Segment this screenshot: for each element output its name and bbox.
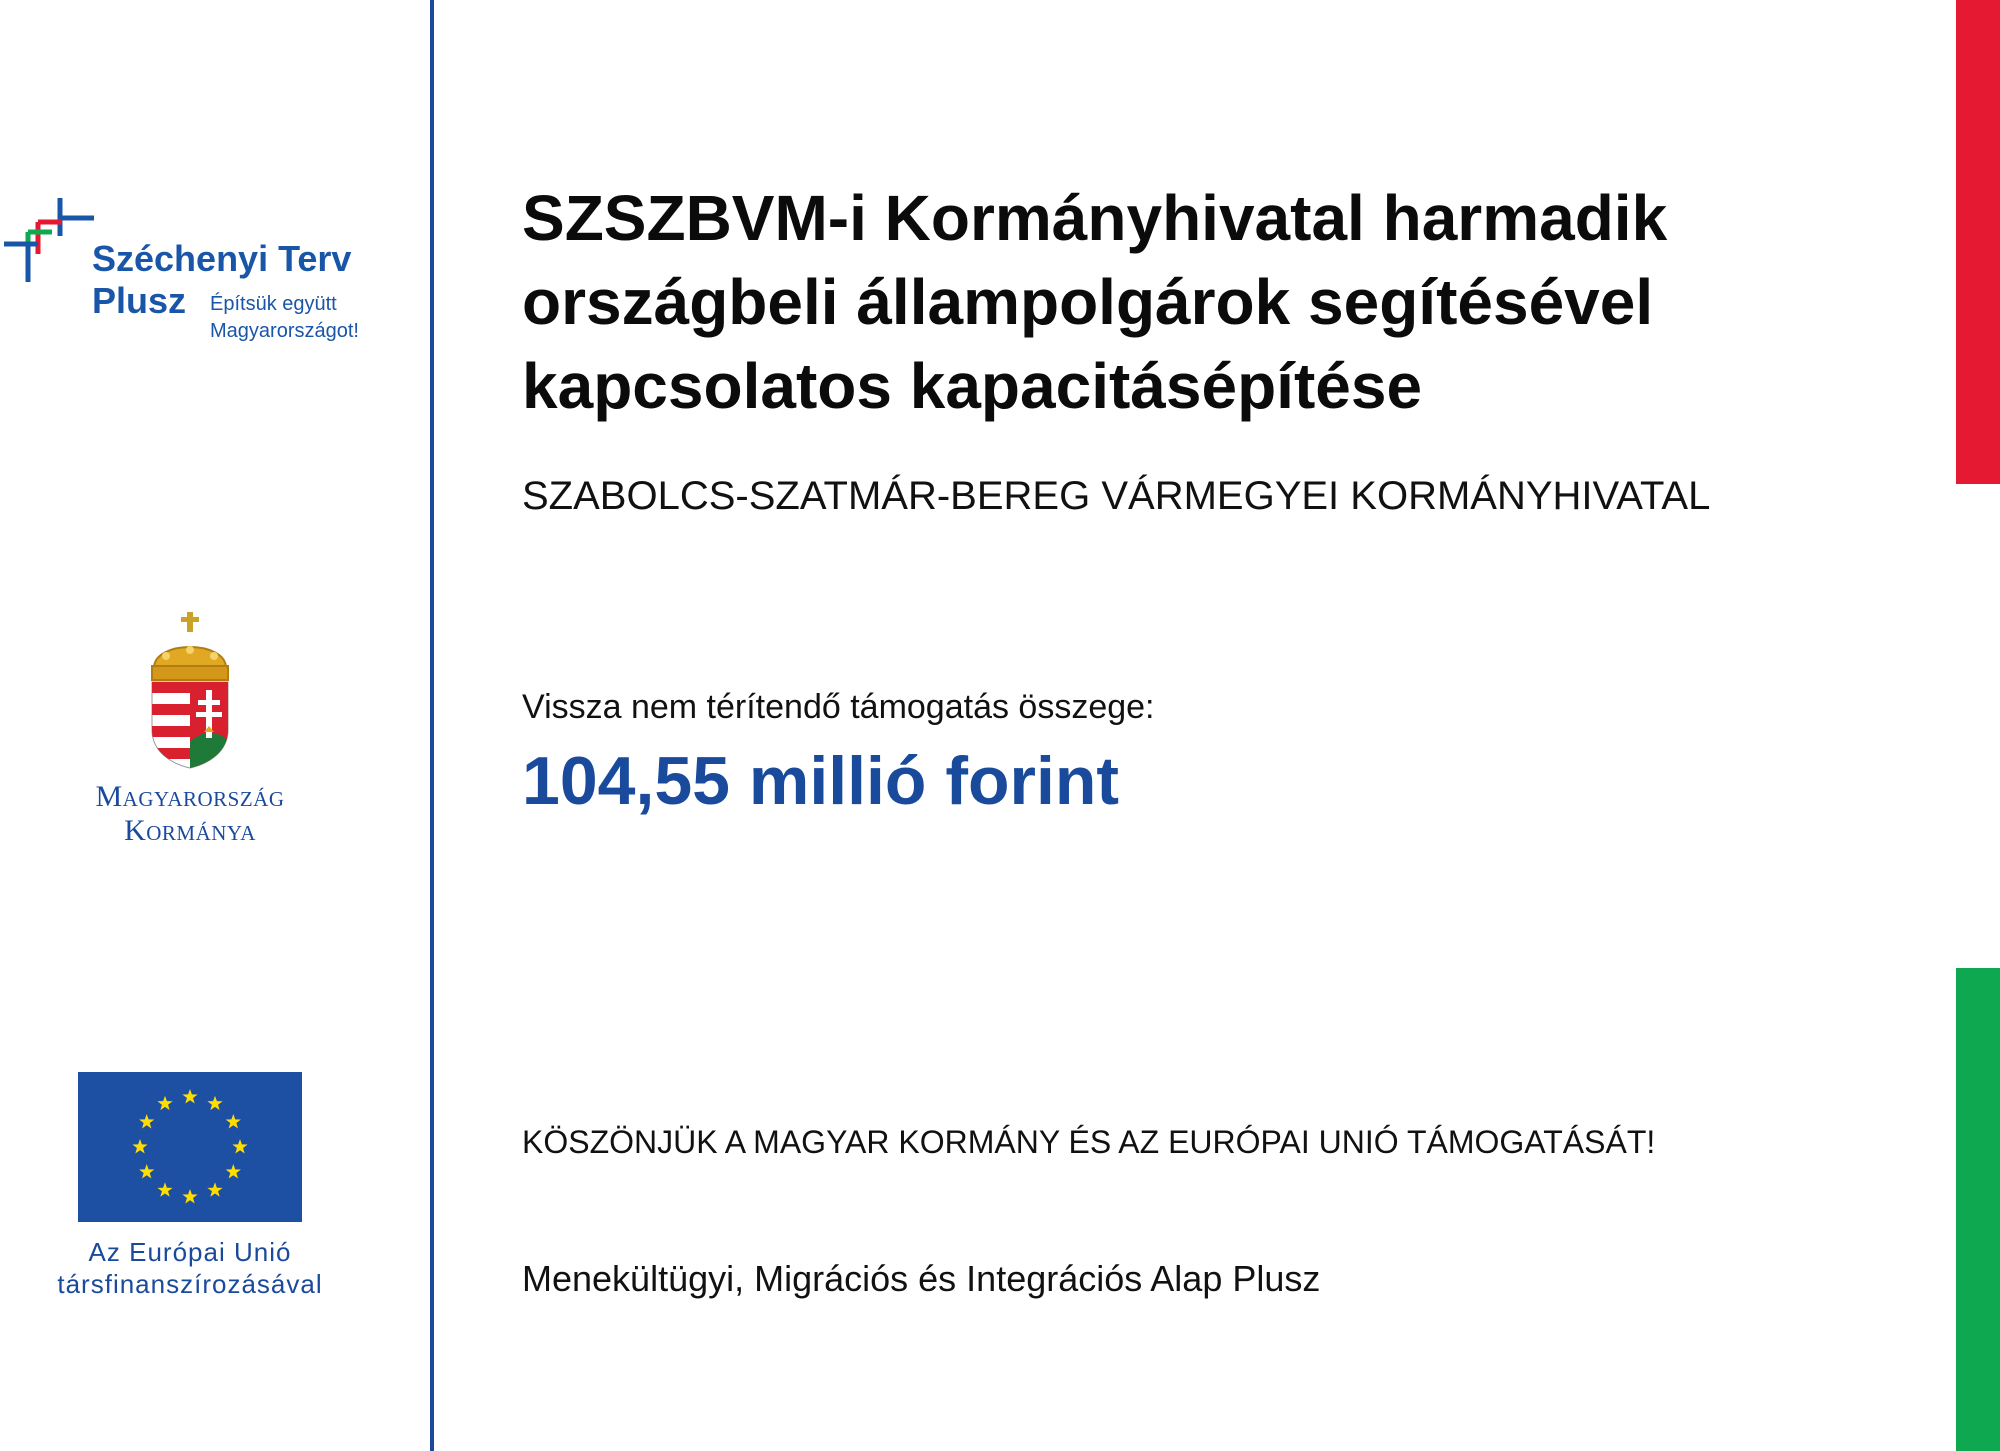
government-logo [40,612,340,852]
eu-flag-icon [78,1072,302,1222]
thanks-statement: KÖSZÖNJÜK A MAGYAR KORMÁNY ÉS AZ EURÓPAI UNIÓ TÁMOGATÁSÁT! [522,1124,1656,1160]
szechenyi-terv-logo [0,190,400,350]
szechenyi-tagline-1: Építsük együtt [210,293,337,315]
grant-label: Vissza nem térítendő támogatás összege: [522,688,1155,726]
eu-caption-line-1: Az Európai Unió [88,1237,292,1267]
grant-amount: 104,55 millió forint [522,743,1120,819]
szechenyi-plusz: Plusz [92,280,187,321]
vertical-divider [430,0,434,1451]
szechenyi-tagline-2: Magyarországot! [210,320,359,342]
beneficiary-organization: SZABOLCS-SZATMÁR-BEREG VÁRMEGYEI KORMÁNYHIVATAL [522,474,1711,518]
hungarian-coat-of-arms-icon [146,612,234,770]
fund-name: Menekültügyi, Migrációs és Integrációs Alap Plusz [522,1258,1321,1299]
eu-logo [20,1072,360,1312]
flag-stripe-green [1956,968,2000,1451]
government-name-line-1: Magyarország [95,780,285,813]
flag-stripe-red [1956,0,2000,484]
szechenyi-mark-icon [0,190,96,286]
project-title: SZSZBVM-i Kormányhivatal harmadik országbeli állampolgárok segítésével kapcsolatos kapacitásépítése [522,182,1668,422]
eu-caption-line-2: társfinanszírozásával [57,1269,323,1299]
government-name-line-2: Kormánya [124,814,256,847]
szechenyi-title: Széchenyi Terv [92,238,352,279]
